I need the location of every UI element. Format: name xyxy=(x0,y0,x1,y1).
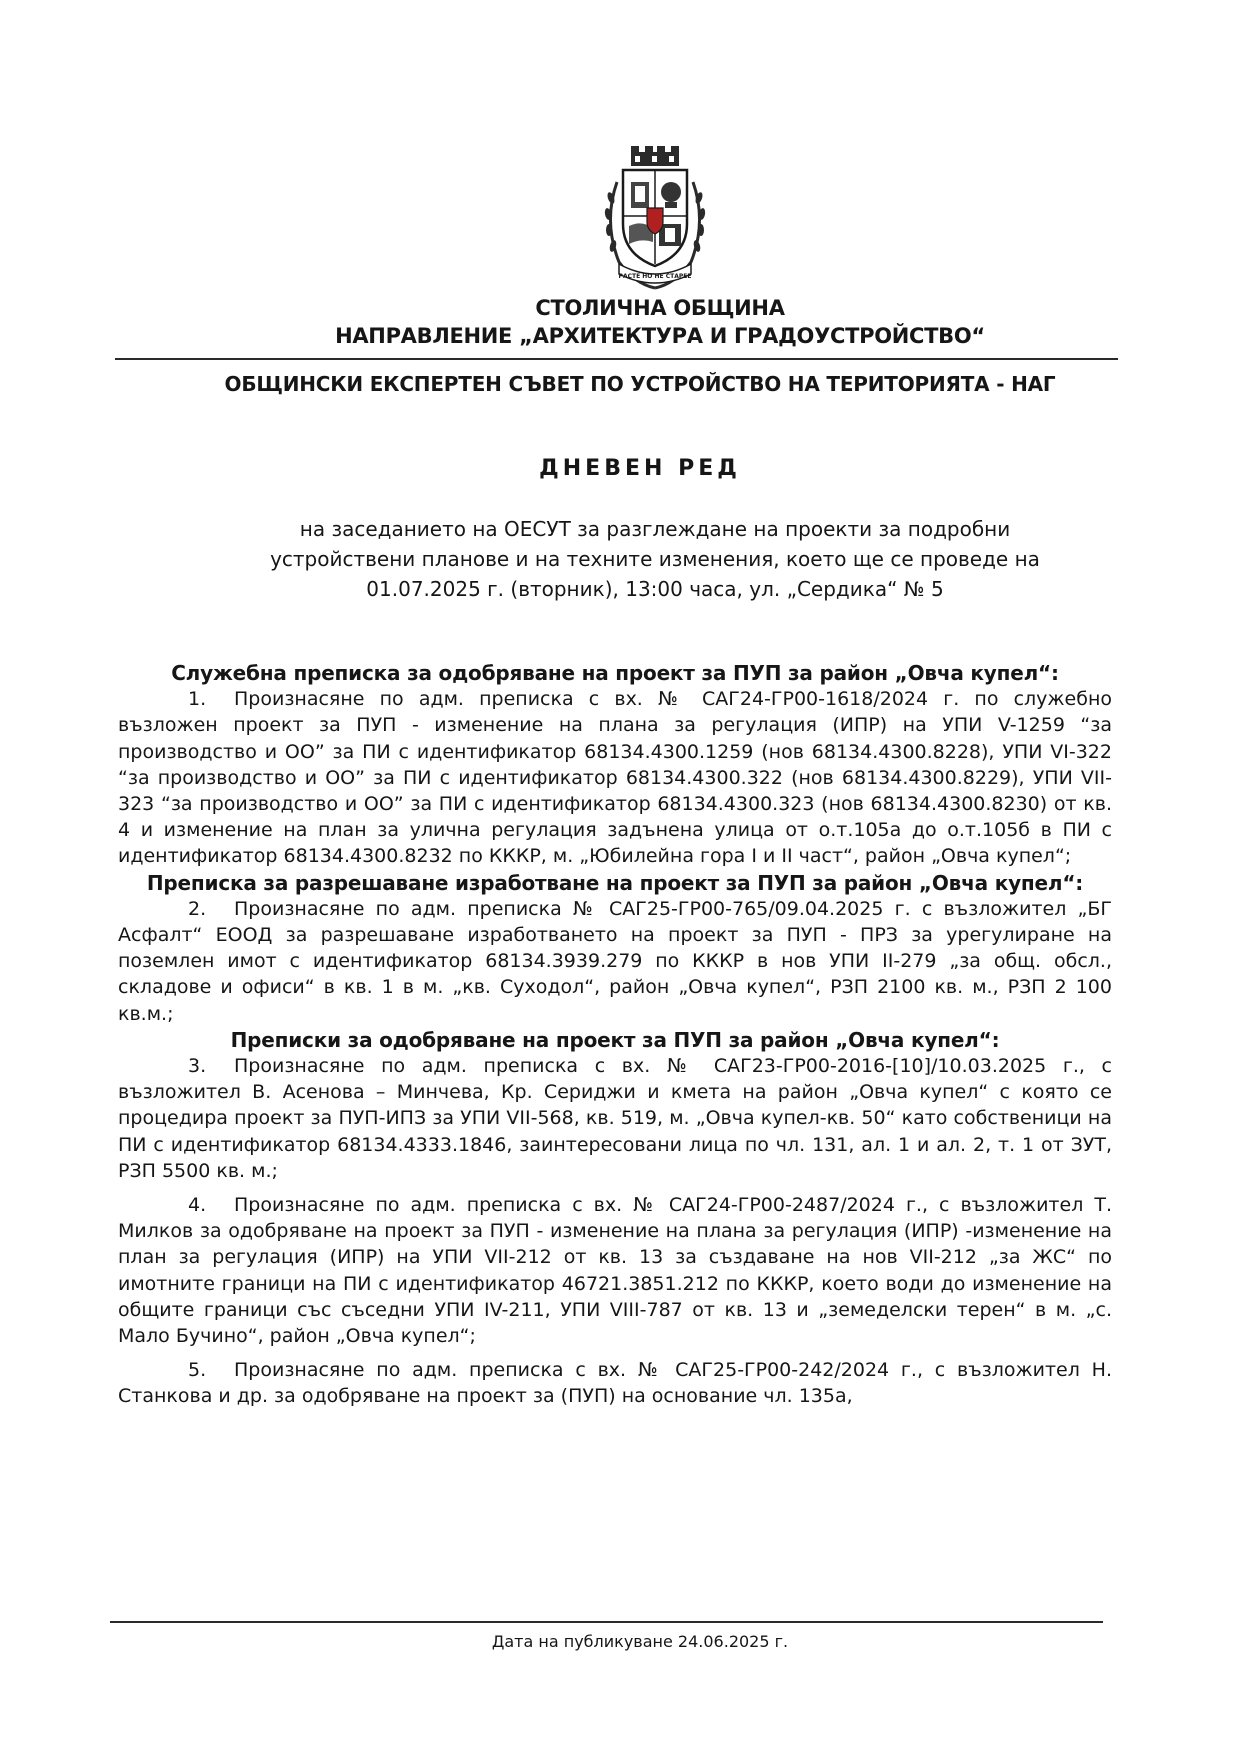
section-heading: Преписка за разрешаване изработване на проект за ПУП за район „Овча купел“: xyxy=(146,870,1084,895)
footer-divider xyxy=(110,1621,1103,1623)
council-name: ОБЩИНСКИ ЕКСПЕРТЕН СЪВЕТ ПО УСТРОЙСТВО НА ТЕРИТОРИЯТА - НАГ xyxy=(224,372,1056,396)
department-name: НАПРАВЛЕНИЕ „АРХИТЕКТУРА И ГРАДОУСТРОЙСТВО“ xyxy=(335,324,985,348)
item-number: 5. xyxy=(188,1359,207,1382)
section-heading: Служебна преписка за одобряване на проект за ПУП за район „Овча купел“: xyxy=(171,661,1059,685)
item-text: Произнасяне по адм. преписка с вх. № САГ24-ГР00-2487/2024 г., с възложител Т. Милков за одобряване на проект за ПУП - изменение на плана за регулация (ИПР) -изменение на план за регулация (ИПР) на УПИ VII-212 от кв. 13 за създаване на нов VII-212 „за ЖС“ по имотните граници на ПИ с идентификатор 46721.3851.212 по КККР, което води до изменение на общите граници със съседни УПИ IV-211, УПИ VIII-787 от кв. 13 и „земеделски терен“ в м. „с. Мало Бучино“, район „Овча купел“; xyxy=(118,1194,1112,1348)
document-title: ДНЕВЕН РЕД xyxy=(539,456,741,481)
publication-date: Дата на публикуване 24.06.2025 г. xyxy=(491,1632,789,1651)
item-text: Произнасяне по адм. преписка № САГ25-ГР00-765/09.04.2025 г. с възложител „БГ Асфалт“ ЕООД за разрешаване изработването на проект за ПУП - ПРЗ за урегулиране на поземлен имот с идентификатор 68134.3939.279 по КККР в нов УПИ II-279 „за общ. обсл., складове и офиси“ в кв. 1 в м. „кв. Суходол“, район „Овча купел“, РЗП 2100 кв. м., РЗП 2 100 кв.м.; xyxy=(118,897,1112,1025)
agenda-item xyxy=(118,686,1112,869)
agenda-item xyxy=(118,1357,1112,1409)
agenda-item xyxy=(118,896,1112,1027)
sofia-coat-of-arms-icon xyxy=(595,142,715,292)
item-number: 2. xyxy=(188,897,207,920)
item-text: Произнасяне по адм. преписка с вх. № САГ23-ГР00-2016-[10]/10.03.2025 г., с възложител В. Асенова – Минчева, Кр. Сериджи и кмета на район „Овча купел“ с която се процедира проект за ПУП-ИПЗ за УПИ VII-568, кв. 519, м. „Овча купел-кв. 50“ като собственици на ПИ с идентификатор 68134.4333.1846, заинтересовани лица по чл. 131, ал. 1 и ал. 2, т. 1 от ЗУТ, РЗП 5500 кв. м.; xyxy=(118,1055,1112,1182)
meeting-intro: на заседанието на ОЕСУТ за разглеждане на проекти за подробни устройствени планове и на техните изменения, което ще се проведе на 01.07.2025 г. (вторник), 13:00 часа, ул. „Сердика“ № 5 xyxy=(270,517,1040,601)
item-text: Произнасяне по адм. преписка с вх. № САГ25-ГР00-242/2024 г., с възложител Н. Станкова и др. за одобряване на проект за (ПУП) на основание чл. 135а, xyxy=(118,1359,1112,1408)
agenda-body xyxy=(118,660,1112,1410)
organization-name: СТОЛИЧНА ОБЩИНА xyxy=(535,296,785,320)
agenda-item xyxy=(118,1192,1112,1349)
agenda-item xyxy=(118,1053,1112,1184)
item-number: 1. xyxy=(188,688,207,711)
item-text: Произнасяне по адм. преписка с вх. № САГ24-ГР00-1618/2024 г. по служебно възложен проект за ПУП - изменение на плана за регулация (ИПР) на УПИ V-1259 “за производство и ОО” за ПИ с идентификатор 68134.4300.1259 (нов 68134.4300.8228), УПИ VI-322 “за производство и ОО” за ПИ с идентификатор 68134.4300.322 (нов 68134.4300.8229), УПИ VII-323 “за производство и ОО” за ПИ с идентификатор 68134.4300.323 (нов 68134.4300.8230) от кв. 4 и изменение на план за улична регулация задънена улица от о.т.105а до о.т.105б в ПИ с идентификатор 68134.4300.8232 по КККР, м. „Юбилейна гора I и II част“, район „Овча купел“; xyxy=(118,688,1112,868)
header-divider xyxy=(115,358,1118,360)
section-heading: Преписки за одобряване на проект за ПУП за район „Овча купел“: xyxy=(230,1027,1000,1052)
svg-text:РАСТЕ НО НЕ СТАРЕЕ: РАСТЕ НО НЕ СТАРЕЕ xyxy=(618,273,692,280)
item-number: 4. xyxy=(188,1194,207,1217)
item-number: 3. xyxy=(188,1055,207,1078)
